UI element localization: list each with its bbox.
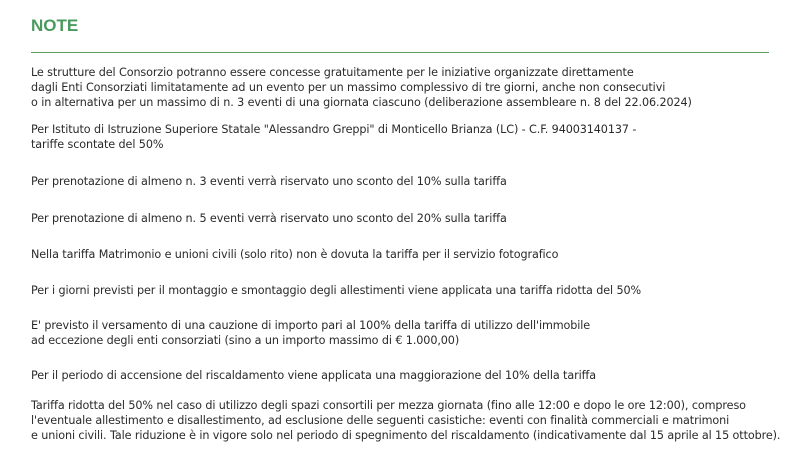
note-line: Per i giorni previsti per il montaggio e smontaggio degli allestimenti viene applicata una tariffa ridotta del 50%: [31, 284, 642, 297]
note-line: Per Istituto di Istruzione Superiore Statale "Alessandro Greppi" di Monticello Brianza (LC) - C.F. 94003140137 -: [31, 123, 637, 136]
note-line: Nella tariffa Matrimonio e unioni civili (solo rito) non è dovuta la tariffa per il servizio fotografico: [31, 248, 559, 261]
note-paragraph: [31, 398, 781, 443]
note-paragraph: [31, 318, 770, 348]
note-line: Per prenotazione di almeno n. 5 eventi verrà riservato uno sconto del 20% sulla tariffa: [31, 212, 507, 225]
note-line: Le strutture del Consorzio potranno essere concesse gratuitamente per le iniziative organizzate direttamente: [31, 66, 634, 79]
note-line: l'eventuale allestimento e disallestimento, ad esclusione delle seguenti casistiche: eventi con finalità commerciali e matrimoni: [31, 414, 730, 427]
note-paragraph: [31, 283, 770, 298]
note-line: dagli Enti Consorziati limitatamente ad un evento per un massimo complessivo di tre giorni, anche non consecutivi: [31, 81, 666, 94]
note-line: e unioni civili. Tale riduzione è in vigore solo nel periodo di spegnimento del riscaldamento (indicativamente dal 15 aprile al 15 ottobre).: [31, 429, 781, 442]
note-paragraph: [31, 368, 770, 383]
note-line: o in alternativa per un massimo di n. 3 eventi di una giornata ciascuno (deliberazione assembleare n. 8 del 22.06.2024): [31, 96, 692, 109]
notes-list: [31, 65, 781, 443]
title-divider: [31, 52, 769, 53]
note-paragraph: [31, 65, 770, 110]
note-paragraph: [31, 122, 770, 152]
note-paragraph: [31, 247, 770, 262]
note-line: tariffe scontate del 50%: [31, 138, 164, 151]
note-line: Per il periodo di accensione del riscaldamento viene applicata una maggiorazione del 10% della tariffa: [31, 369, 597, 382]
section-title: NOTE: [31, 16, 79, 35]
note-line: ad eccezione degli enti consorziati (sino a un importo massimo di € 1.000,00): [31, 334, 460, 347]
note-paragraph: [31, 174, 770, 189]
note-line: Tariffa ridotta del 50% nel caso di utilizzo degli spazi consortili per mezza giornata (fino alle 12:00 e dopo le ore 12:00), compreso: [31, 399, 746, 412]
note-paragraph: [31, 211, 770, 226]
note-line: Per prenotazione di almeno n. 3 eventi verrà riservato uno sconto del 10% sulla tariffa: [31, 175, 507, 188]
note-line: E' previsto il versamento di una cauzione di importo pari al 100% della tariffa di utilizzo dell'immobile: [31, 319, 591, 332]
